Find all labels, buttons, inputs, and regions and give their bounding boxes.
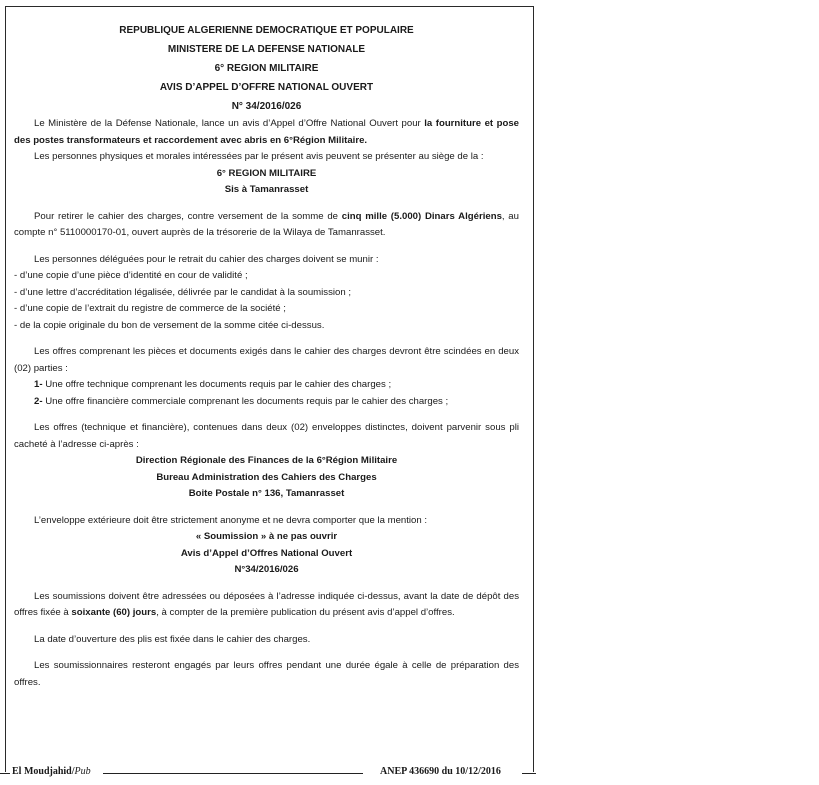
delegates-intro: Les personnes déléguées pour le retrait du cahier des charges doivent se munir : [34, 253, 379, 265]
location-name: 6° REGION MILITAIRE [216, 167, 317, 179]
intro-paragraph: Le Ministère de la Défense Nationale, lance un avis d’Appel d’Offre National Ouvert pour la fourniture et pose des postes transformateurs et raccordement avec abris en 6°Région Militaire. [14, 118, 519, 146]
deposit-paragraph: Les soumissions doivent être adressées ou déposées à l’adresse indiquée ci-dessus, avant la date de dépôt des offres fixée à soixante (60) jours, à compter de la première publication du présent avis d’appel d’offres. [14, 590, 519, 618]
address-direction: Direction Régionale des Finances de la 6°Région Militaire [135, 455, 398, 466]
offers-part-financial: 2- Une offre financière commerciale comprenant les documents requis par le cahier des charges ; [34, 395, 449, 407]
notice-body [14, 21, 519, 691]
publication-footer [0, 764, 536, 780]
delegates-item: - de la copie originale du bon de versement de la somme citée ci-dessus. [14, 319, 325, 331]
header-ministry: MINISTERE DE LA DEFENSE NATIONALE [167, 44, 366, 55]
header-region: 6° REGION MILITAIRE [214, 63, 319, 74]
delegates-item: - d’une copie d’une pièce d’identité en cour de validité ; [14, 270, 248, 281]
header-notice-title: AVIS D’APPEL D’OFFRE NATIONAL OUVERT [159, 82, 374, 93]
opening-paragraph: La date d’ouverture des plis est fixée dans le cahier des charges. [34, 633, 311, 645]
withdrawal-paragraph: Pour retirer le cahier des charges, contre versement de la somme de cinq mille (5.000) Dinars Algériens, au compte n° 5110000170-01, ouvert auprès de la trésorerie de la Wilaya de Tamanrasset. [14, 210, 519, 238]
outer-envelope-paragraph: L’enveloppe extérieure doit être strictement anonyme et ne devra comporter que la mention : [34, 514, 428, 526]
location-city: Sis à Tamanrasset [224, 184, 309, 195]
mention-soumission: « Soumission » à ne pas ouvrir [195, 531, 338, 542]
envelopes-paragraph: Les offres (technique et financière), contenues dans deux (02) enveloppes distinctes, doivent parvenir sous pli cacheté à l’adresse ci-après : [14, 422, 519, 450]
footer-rule [0, 773, 10, 774]
bidders-paragraph: Les soumissionnaires resteront engagés par leurs offres pendant une durée égale à celle de préparation des offres. [14, 660, 519, 688]
delegates-item: - d’une lettre d’accréditation légalisée, délivrée par le candidat à la soumission ; [14, 286, 352, 298]
publication-name: El Moudjahid/Pub [12, 766, 91, 777]
footer-rule [103, 773, 363, 774]
persons-paragraph: Les personnes physiques et morales intéressées par le présent avis peuvent se présenter au siège de la : [34, 151, 484, 162]
offers-intro: Les offres comprenant les pièces et documents exigés dans le cahier des charges devront être scindées en deux (02) parties : [14, 346, 519, 374]
address-bureau: Bureau Administration des Cahiers des Charges [156, 471, 377, 483]
header-notice-number: N° 34/2016/026 [231, 101, 302, 112]
anep-reference: ANEP 436690 du 10/12/2016 [380, 766, 501, 777]
address-postbox: Boite Postale n° 136, Tamanrasset [188, 488, 345, 499]
mention-number: N°34/2016/026 [234, 564, 299, 575]
footer-rule [522, 773, 536, 774]
mention-notice: Avis d’Appel d’Offres National Ouvert [180, 547, 353, 559]
delegates-item: - d’une copie de l’extrait du registre de commerce de la société ; [14, 303, 286, 314]
header-republic: REPUBLIQUE ALGERIENNE DEMOCRATIQUE ET POPULAIRE [119, 25, 414, 36]
offers-part-technical: 1- Une offre technique comprenant les documents requis par le cahier des charges ; [34, 379, 392, 390]
